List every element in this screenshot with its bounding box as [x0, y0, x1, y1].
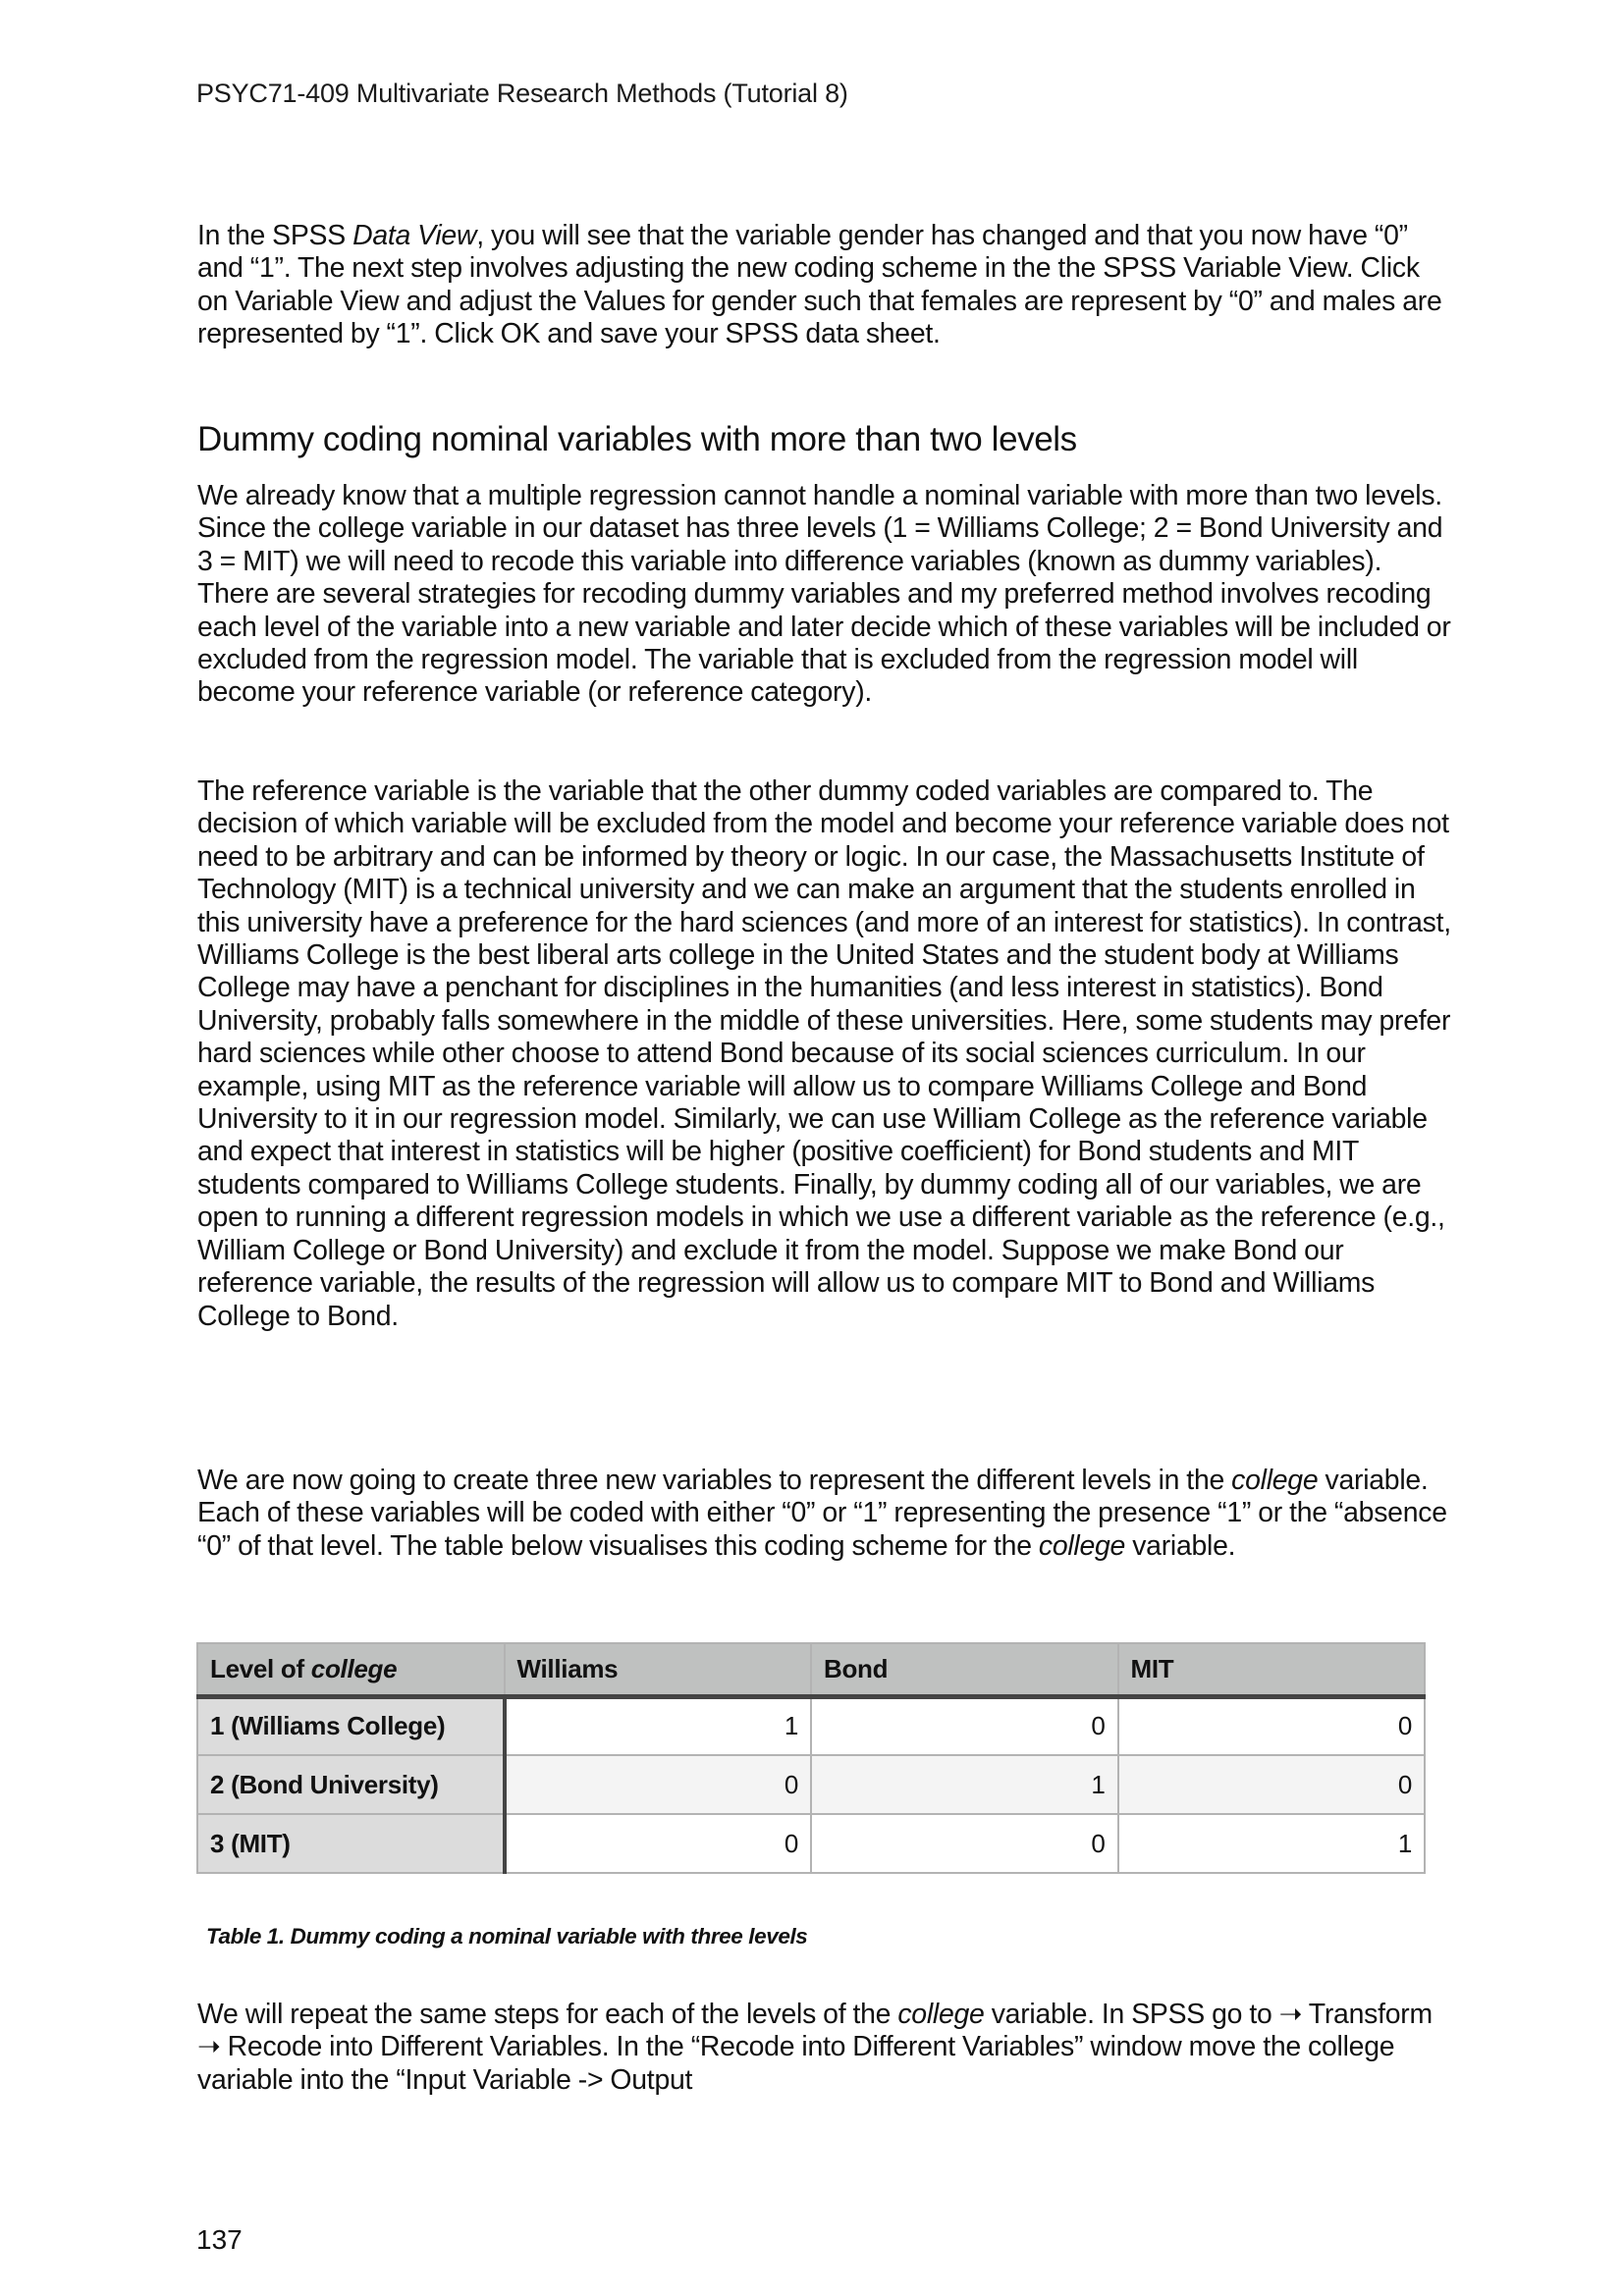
- dummy-coding-table: [196, 1642, 1426, 1874]
- header-level-italic: college: [310, 1653, 398, 1683]
- row-label: 3 (MIT): [197, 1814, 505, 1873]
- column-header-level: [197, 1643, 505, 1696]
- cell-value: 0: [505, 1755, 812, 1814]
- cell-value: 0: [811, 1814, 1118, 1873]
- cell-value: 1: [811, 1755, 1118, 1814]
- column-header-williams: Williams: [505, 1643, 812, 1696]
- cell-value: 0: [505, 1814, 812, 1873]
- p3-text-1: We are now going to create three new variables to represent the different levels in the: [197, 1465, 1232, 1496]
- column-header-mit: MIT: [1118, 1643, 1426, 1696]
- paragraph-reference-variable: The reference variable is the variable that the other dummy coded variables are compared to. The decision of which variable will be excluded from the model and become your reference variable does not need to be arbitrary and can be informed by theory or logic. In our case, the Massachusetts Institute of Technology (MIT) is a technical university and we can make an argument that the students enrolled in this university have a preference for the hard sciences (and more of an interest for statistics). In contrast, Williams College is the best liberal arts college in the United States and the student body at Williams College may have a penchant for disciplines in the humanities (and less interest in statistics). Bond University, probably falls somewhere in the middle of these universities. Here, some students may prefer hard sciences while other choose to attend Bond because of its social sciences curriculum. In our example, using MIT as the reference variable will allow us to compare Williams College and Bond University to it in our regression model. Similarly, we can use William College as the reference variable and expect that interest in statistics will be higher (positive coefficient) for Bond students and MIT students compared to Williams College students. Finally, by dummy coding all of our variables, we are open to running a different regression models in which we use a different variable as the reference (e.g., William College or Bond University) and exclude it from the model. Suppose we make Bond our reference variable, the results of the regression will allow us to compare MIT to Bond and Williams College to Bond.: [197, 775, 1451, 1332]
- table-row: [197, 1814, 1425, 1873]
- p3-italic-college-2: college: [1038, 1529, 1126, 1562]
- intro-paragraph: [197, 220, 1454, 351]
- paragraph-create-variables: [197, 1465, 1459, 1563]
- cell-value: 0: [811, 1696, 1118, 1755]
- table-row: [197, 1755, 1425, 1814]
- cell-value: 1: [505, 1696, 812, 1755]
- intro-text-cont: , you will see that the variable gender has changed and that you now have “0” and “1”. The next step involves adjusting the new coding scheme in the the SPSS Variable View. Click on Variable View and adjust the Values for gender such that females are represent by “0” and males are represented by “1”. Click OK and save your SPSS data sheet.: [197, 220, 1442, 350]
- cell-value: 0: [1118, 1755, 1426, 1814]
- paragraph-spss-steps: [197, 1999, 1459, 2097]
- table-row: [197, 1696, 1425, 1755]
- p4-italic-college: college: [897, 1999, 985, 2030]
- paragraph-dummy-coding-intro: We already know that a multiple regression cannot handle a nominal variable with more than two levels. Since the college variable in our dataset has three levels (1 = Williams College; 2 = Bond University and 3 = MIT) we will need to recode this variable into difference variables (known as dummy variables). There are several strategies for recoding dummy variables and my preferred method involves recoding each level of the variable into a new variable and later decide which of these variables will be included or excluded from the regression model. The variable that is excluded from the regression model will become your reference variable (or reference category).: [197, 480, 1451, 709]
- p3-italic-college-1: college: [1231, 1465, 1319, 1496]
- page-number: 137: [196, 2224, 243, 2255]
- p3-text-3: variable.: [1125, 1529, 1236, 1562]
- table-header-row: [197, 1643, 1425, 1696]
- column-header-bond: Bond: [811, 1643, 1118, 1696]
- intro-italic-data-view: Data View: [352, 220, 477, 251]
- p4-text-1: We will repeat the same steps for each of the levels of the: [197, 1999, 898, 2030]
- running-header: PSYC71-409 Multivariate Research Methods (Tutorial 8): [196, 79, 848, 108]
- cell-value: 1: [1118, 1814, 1426, 1873]
- table-caption: Table 1. Dummy coding a nominal variable with three levels: [206, 1924, 808, 1949]
- intro-text: In the SPSS: [197, 220, 353, 251]
- header-level-text: Level of: [210, 1653, 311, 1683]
- p3-text-2: variable. Each of these variables will be coded with either “0” or “1” representing the presence “1” or the “absence “0” of that level. The table below visualises this coding scheme for the: [197, 1465, 1447, 1562]
- row-label: 1 (Williams College): [197, 1696, 505, 1755]
- cell-value: 0: [1118, 1696, 1426, 1755]
- row-label: 2 (Bond University): [197, 1755, 505, 1814]
- section-heading: Dummy coding nominal variables with more than two levels: [197, 420, 1077, 458]
- p4-text-2: variable. In SPSS go to ➝ Transform ➝ Recode into Different Variables. In the “Recode into Different Variables” window move the college variable into the “Input Variable -> Output: [197, 1999, 1433, 2096]
